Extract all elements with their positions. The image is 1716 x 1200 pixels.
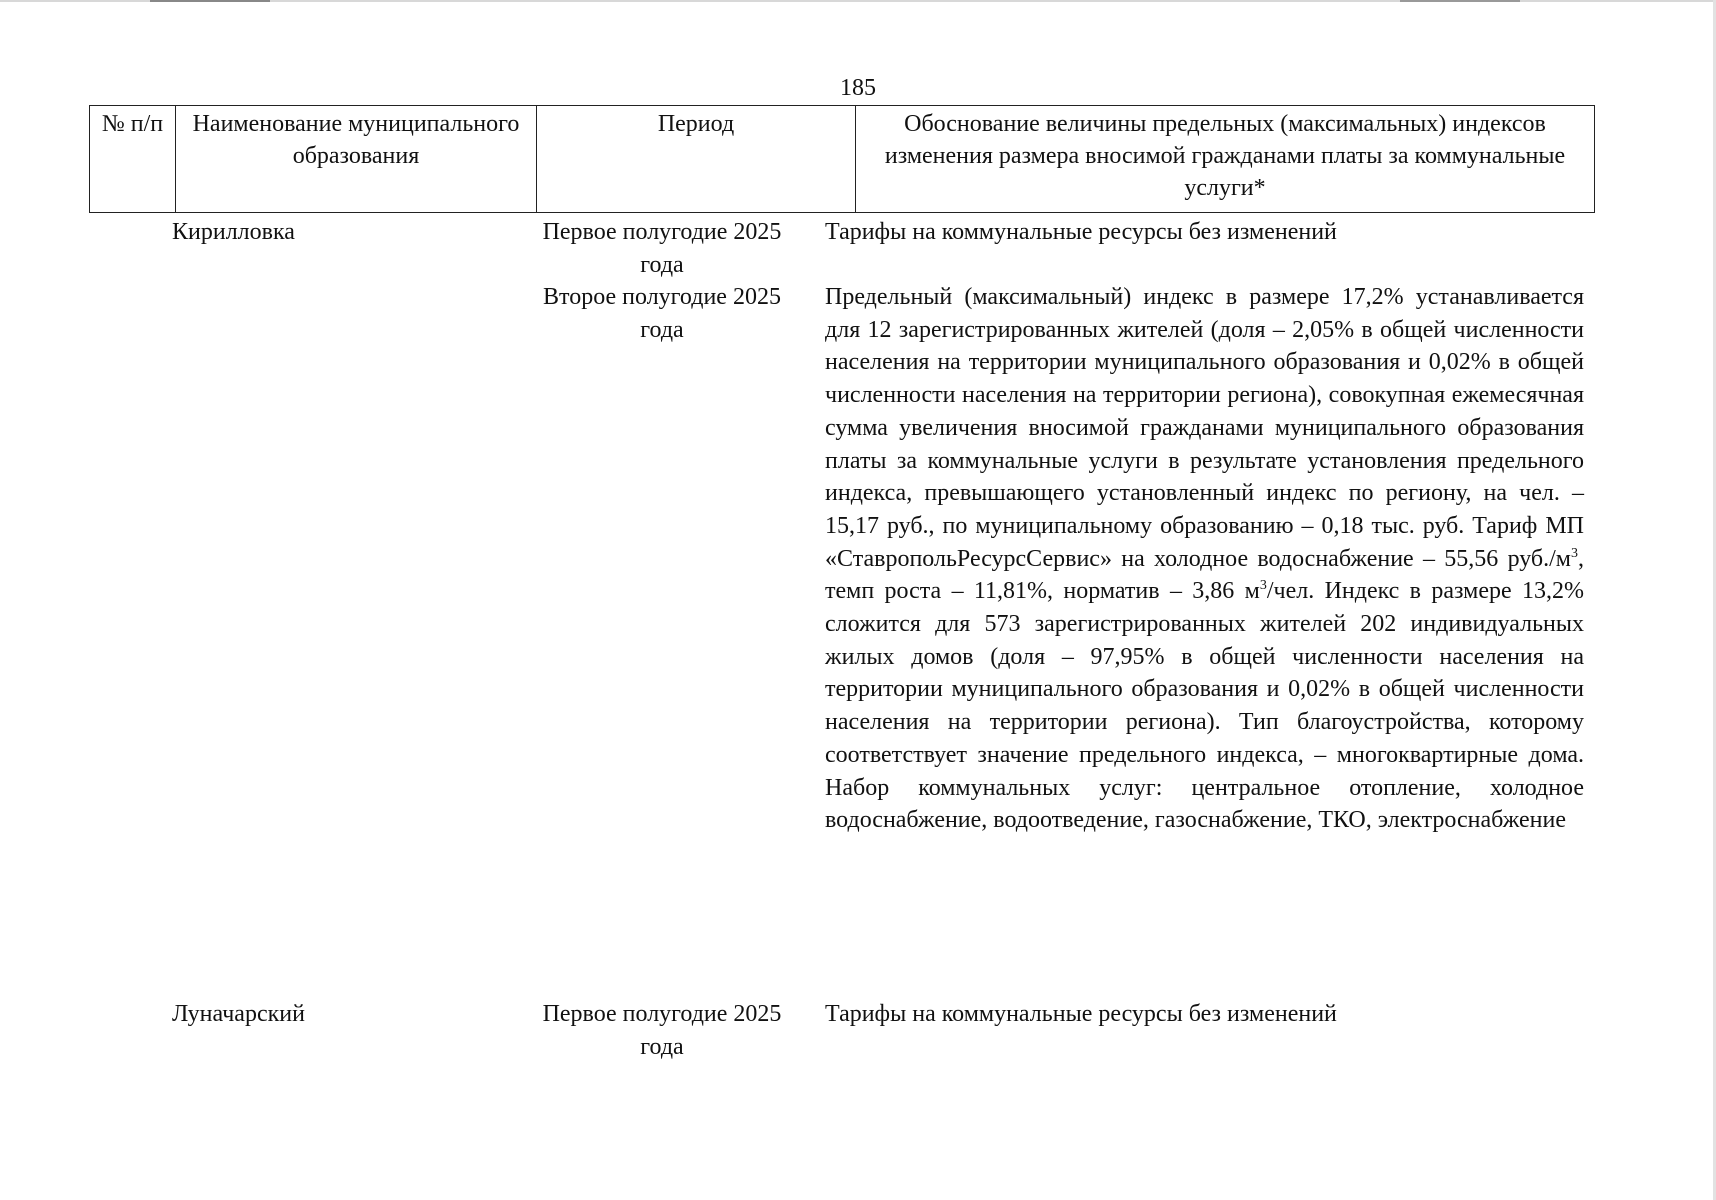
municipality-name: Кирилловка	[172, 219, 295, 245]
scan-mark	[150, 0, 270, 2]
superscript: 3	[1571, 545, 1578, 561]
justification-text: Тарифы на коммунальные ресурсы без изменений	[825, 219, 1337, 245]
justification-paragraph	[825, 281, 1584, 837]
justification-text	[825, 281, 1584, 837]
period: Первое полугодие 2025 года	[542, 1001, 782, 1060]
justification-part: /чел. Индекс в размере 13,2% сложится для 573 зарегистрированных жителей 202 индивидуальных жилых домов (доля – 97,95% в общей численности населения на территории муниципального образования и 0,02% в общей численности населения на территории региона). Тип благоустройства, которому соответствует значение предельного индекса, – многоквартирные дома. Набор коммунальных услуг: центральное отопление, холодное водоснабжение, водоотведение, газоснабжение, ТКО, электроснабжение	[825, 578, 1585, 834]
period: Второе полугодие 2025 года	[543, 284, 781, 343]
page-number: 185	[840, 75, 876, 101]
header-municipality: Наименование муниципального образования	[176, 106, 537, 213]
justification-text: Тарифы на коммунальные ресурсы без изменений	[825, 1001, 1337, 1027]
header-justification: Обоснование величины предельных (максимальных) индексов изменения размера вносимой гражданами платы за коммунальные услуги*	[856, 106, 1595, 213]
header-period: Период	[537, 106, 856, 213]
header-num: № п/п	[90, 106, 176, 213]
superscript: 3	[1259, 578, 1267, 594]
scan-mark	[1400, 0, 1520, 2]
justification-part: , темп роста – 11,81%, норматив – 3,86 м	[825, 545, 1584, 605]
justification-part: Предельный (максимальный) индекс в размере 17,2% устанавливается для 12 зарегистрированных жителей (доля – 2,05% в общей численности населения на территории муниципального образования и 0,02% в общей численности населения на территории региона), совокупная ежемесячная сумма увеличения вносимой гражданами муниципального образования платы за коммунальные услуги в результате установления предельного индекса, превышающего установленный индекс по региону, на чел. – 15,17 руб., по муниципальному образованию – 0,18 тыс. руб. Тариф МП «СтавропольРесурсСервис» на холодное водоснабжение – 55,56 руб./м	[825, 284, 1584, 572]
municipality-name: Луначарский	[172, 1001, 305, 1027]
period: Первое полугодие 2025 года	[542, 219, 782, 278]
table-header	[89, 105, 1595, 213]
